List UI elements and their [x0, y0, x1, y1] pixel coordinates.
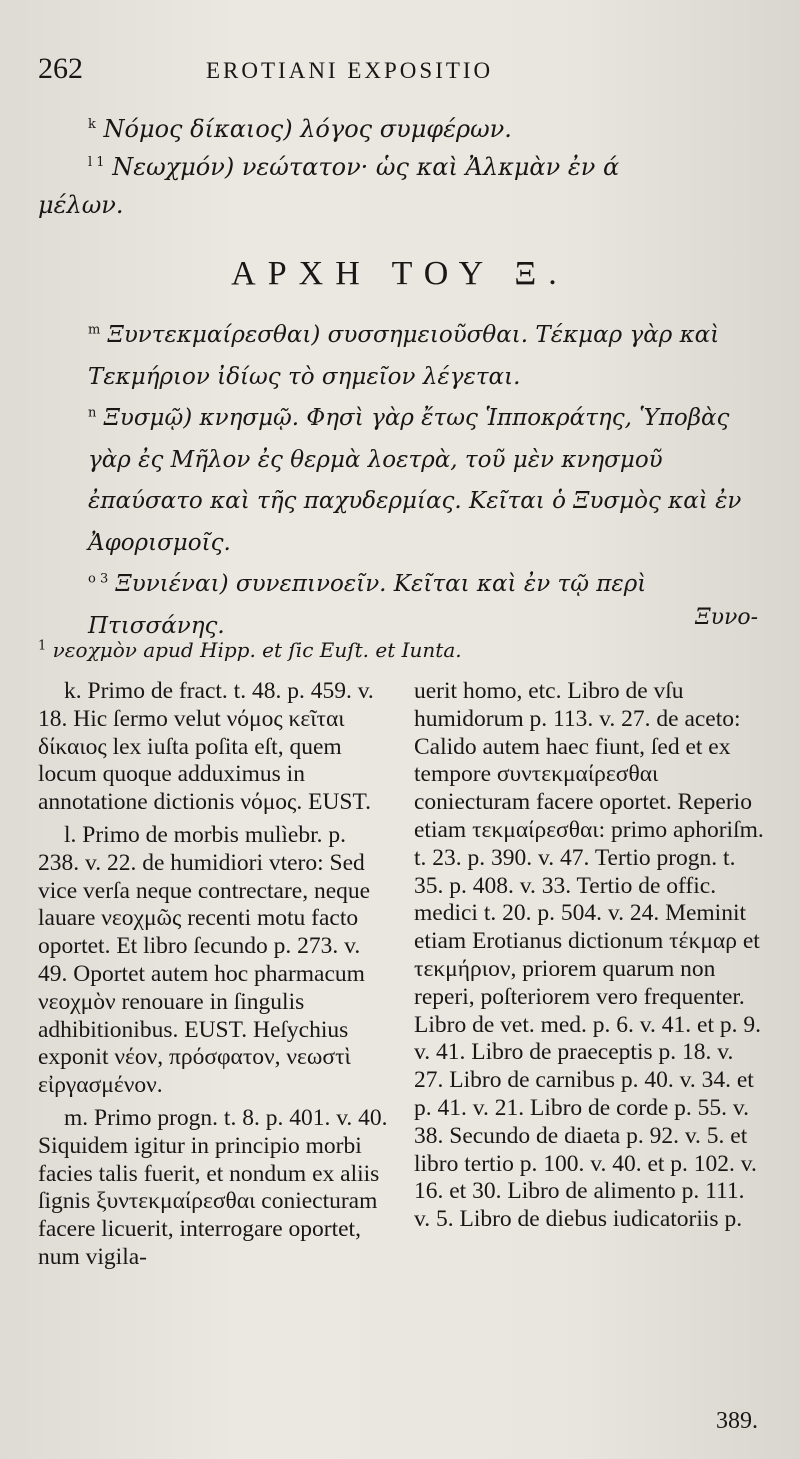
entry-l-continuation: μέλων.: [38, 191, 124, 219]
greek-entries-top: [38, 110, 773, 224]
note-m: m. Primo progn. t. 8. p. 401. v. 40. Siquidem igitur in principio morbi facies talis fuerit, et nondum ex aliis ſignis ξυντεκμαίρεσθαι coniecturam facere licuerit, interrogare oportet, num vigila-: [38, 1104, 388, 1270]
entry-m: $^m$ Ξυντεκμαίρεσθαι) συσσημειοῦσθαι. Τέκμαρ γὰρ καὶ Τεκμήριον ἰδίως τὸ σημεῖον λέγεται.: [88, 322, 720, 390]
catchword: Ξυνο-: [695, 605, 758, 630]
running-title: EROTIANI EXPOSITIO: [206, 58, 494, 83]
footnote: $^1$ νεοχμὸν apud Hipp. et ſic Euſt. et Iunta.: [38, 638, 462, 662]
signature-mark: 389.: [716, 1408, 758, 1434]
entry-l: $^{l 1}$ Νεωχμόν) νεώτατον· ὡς καὶ Ἀλκμὰν ἐν ά: [88, 153, 620, 181]
commentary-right-column: [414, 678, 764, 1239]
entry-n: $^n$ Ξυσμῷ) κνησμῷ. Φησὶ γὰρ ἔτως Ἱπποκράτης, Ὑποβὰς γὰρ ἐς Μῆλον ἐς θερμὰ λοετρὰ, τοῦ μὲν κνησμοῦ ἐπαύσατο καὶ τῆς παχυδερμίας. Κεῖται ὁ Ξυσμὸς καὶ ἐν Ἀφορισμοῖς.: [88, 405, 742, 556]
page-header: [38, 52, 738, 92]
entry-k: $^k$ Νόμος δίκαιος) λόγος συμφέρων.: [88, 115, 512, 143]
note-l: l. Primo de morbis mulìebr. p. 238. v. 22. de humidiori vtero: Sed vice verſa neque contrectare, neque lauare νεοχμῶς recenti motu facto oportet. Et libro ſecundo p. 273. v. 49. Oportet autem hoc pharmacum νεοχμὸν renouare in ſingulis adhibitionibus. EUST. Heſychius exponit νέον, πρόσφατον, νεωστὶ εἰργασμένον.: [38, 821, 371, 1099]
greek-entries-xi: [38, 315, 773, 647]
commentary-left-column: [38, 678, 388, 1277]
entry-o: $^{o 3}$ Ξυνιέναι) συνεπινοεῖν. Κεῖται καὶ ἐν τῷ περὶ Πτισσάνης.: [88, 571, 647, 639]
note-m-continuation: uerit homo, etc. Libro de vſu humidorum p. 113. v. 27. de aceto: Calido autem haec fiunt, ſed et ex tempore συντεκμαίρεσθαι coniecturam facere oportet. Reperio etiam τεκμαίρεσθαι: primo aphoriſm. t. 23. p. 390. v. 47. Tertio progn. t. 35. p. 408. v. 33. Tertio de offic. medici t. 20. p. 504. v. 24. Meminit etiam Erotianus dictionum τέκμαρ et τεκμήριον, priorem quarum non reperi, poſteriorem vero frequenter. Libro de vet. med. p. 6. v. 41. et p. 9. v. 41. Libro de praeceptis p. 18. v. 27. Libro de carnibus p. 40. v. 34. et p. 41. v. 21. Libro de corde p. 55. v. 38. Secundo de diaeta p. 92. v. 5. et libro tertio p. 100. v. 40. et p. 102. v. 16. et 30. Libro de alimento p. 111. v. 5. Libro de diebus iudicatoriis p.: [414, 678, 764, 1233]
page-number: 262: [38, 52, 83, 85]
note-k: k. Primo de fract. t. 48. p. 459. v. 18. Hic ſermo velut νόμος κεῖται δίκαιος lex iuſta poſita eſt, quem locum quoque adduximus in annotatione dictionis νόμος. EUST.: [38, 678, 374, 816]
section-heading: ΑΡΧΗ ΤΟΥ Ξ.: [231, 255, 569, 292]
